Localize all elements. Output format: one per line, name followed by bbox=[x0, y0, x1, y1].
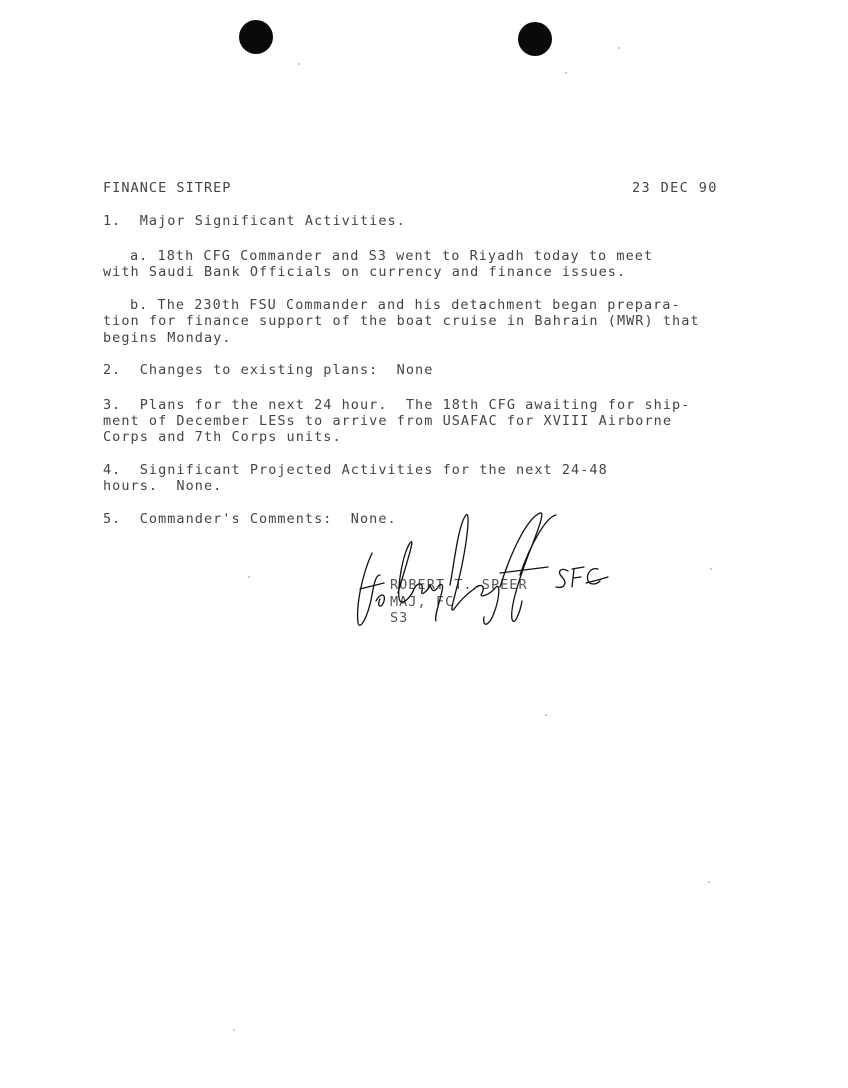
scan-speck bbox=[618, 47, 620, 49]
document-title: FINANCE SITREP bbox=[103, 180, 232, 196]
item-5: 5. Commander's Comments: None. bbox=[103, 511, 397, 527]
document-date: 23 DEC 90 bbox=[632, 180, 718, 196]
item-1b-line-2: tion for finance support of the boat cruise in Bahrain (MWR) that bbox=[103, 313, 700, 329]
scan-speck bbox=[565, 72, 567, 74]
item-1-heading: 1. Major Significant Activities. bbox=[103, 213, 406, 229]
scan-speck bbox=[545, 714, 547, 716]
binder-hole-right bbox=[518, 22, 552, 56]
item-1b-line-3: begins Monday. bbox=[103, 330, 232, 346]
item-4-line-1: 4. Significant Projected Activities for the next 24-48 bbox=[103, 462, 608, 478]
binder-hole-left bbox=[239, 20, 273, 54]
signer-name: ROBERT T. SPEER bbox=[390, 577, 528, 593]
scan-speck bbox=[710, 568, 712, 570]
scan-speck bbox=[298, 63, 300, 65]
item-2: 2. Changes to existing plans: None bbox=[103, 362, 434, 378]
item-4-line-2: hours. None. bbox=[103, 478, 223, 494]
item-3-line-2: ment of December LESs to arrive from USAFAC for XVIII Airborne bbox=[103, 413, 673, 429]
signer-position: S3 bbox=[390, 610, 409, 626]
item-1b-line-1: b. The 230th FSU Commander and his detachment began prepara- bbox=[130, 297, 681, 313]
handwritten-signature bbox=[350, 505, 610, 635]
item-3-line-3: Corps and 7th Corps units. bbox=[103, 429, 342, 445]
item-3-line-1: 3. Plans for the next 24 hour. The 18th CFG awaiting for ship- bbox=[103, 397, 691, 413]
scan-speck bbox=[248, 576, 250, 578]
item-1a-line-2: with Saudi Bank Officials on currency and finance issues. bbox=[103, 264, 627, 280]
item-1a-line-1: a. 18th CFG Commander and S3 went to Riyadh today to meet bbox=[130, 248, 654, 264]
signer-rank: MAJ, FC bbox=[390, 594, 455, 610]
scan-speck bbox=[233, 1029, 235, 1031]
scan-speck bbox=[708, 881, 710, 883]
